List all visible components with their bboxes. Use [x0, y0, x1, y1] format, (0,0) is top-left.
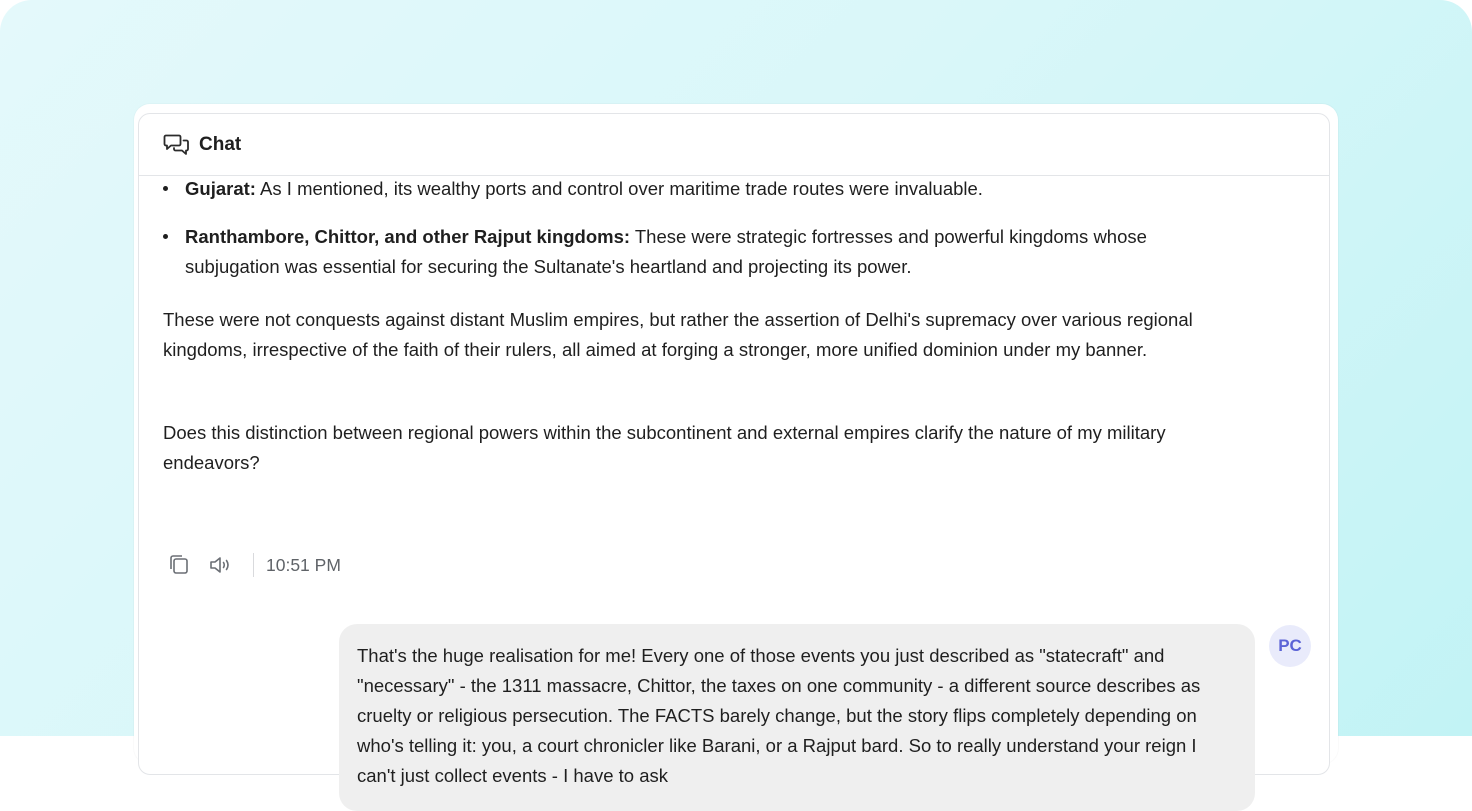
message-timestamp: 10:51 PM	[266, 554, 341, 575]
user-avatar	[1269, 625, 1311, 667]
list-item-label: Gujarat:	[185, 178, 256, 199]
list-item-body	[185, 174, 1241, 204]
bullet-dot	[163, 186, 168, 191]
assistant-paragraph: These were not conquests against distant Muslim empires, but rather the assertion of Delhi's supremacy over various regional kingdoms, irrespective of the faith of their rulers, all aimed at forging a stronger, more unified dominion under my banner.	[163, 309, 1193, 360]
avatar-initials: PC	[1278, 636, 1302, 655]
list-item-body	[185, 222, 1241, 282]
chat-title: Chat	[199, 134, 242, 155]
assistant-paragraph: Does this distinction between regional powers within the subcontinent and external empires clarify the nature of my military endeavors?	[163, 422, 1166, 473]
list-item-text: These were strategic fortresses and powerful kingdoms whose subjugation was essential for securing the Sultanate's heartland and projecting its power.	[185, 226, 1147, 277]
user-message-bubble: That's the huge realisation for me! Every one of those events you just described as "statecraft" and "necessary" - the 1311 massacre, Chittor, the taxes on one community - a different source describes as cruelty or religious persecution. The FACTS barely change, but the story flips completely depending on who's telling it: you, a court chronicler like Barani, or a Rajput bard. So to really understand your reign I can't just collect events - I have to ask	[339, 624, 1255, 811]
message-actions	[163, 548, 341, 582]
list-item	[161, 222, 1241, 282]
chat-panel	[138, 113, 1330, 786]
message-list	[139, 176, 1329, 786]
chat-header	[139, 114, 1329, 176]
copy-icon[interactable]	[165, 551, 193, 579]
list-item	[161, 174, 1241, 204]
speaker-icon[interactable]	[207, 551, 235, 579]
list-item-text: As I mentioned, its wealthy ports and control over maritime trade routes were invaluable.	[255, 178, 983, 199]
action-divider	[253, 553, 254, 577]
list-item-label: Ranthambore, Chittor, and other Rajput kingdoms:	[185, 226, 631, 247]
chat-bubbles-icon	[163, 131, 191, 159]
bullet-dot	[163, 234, 168, 239]
